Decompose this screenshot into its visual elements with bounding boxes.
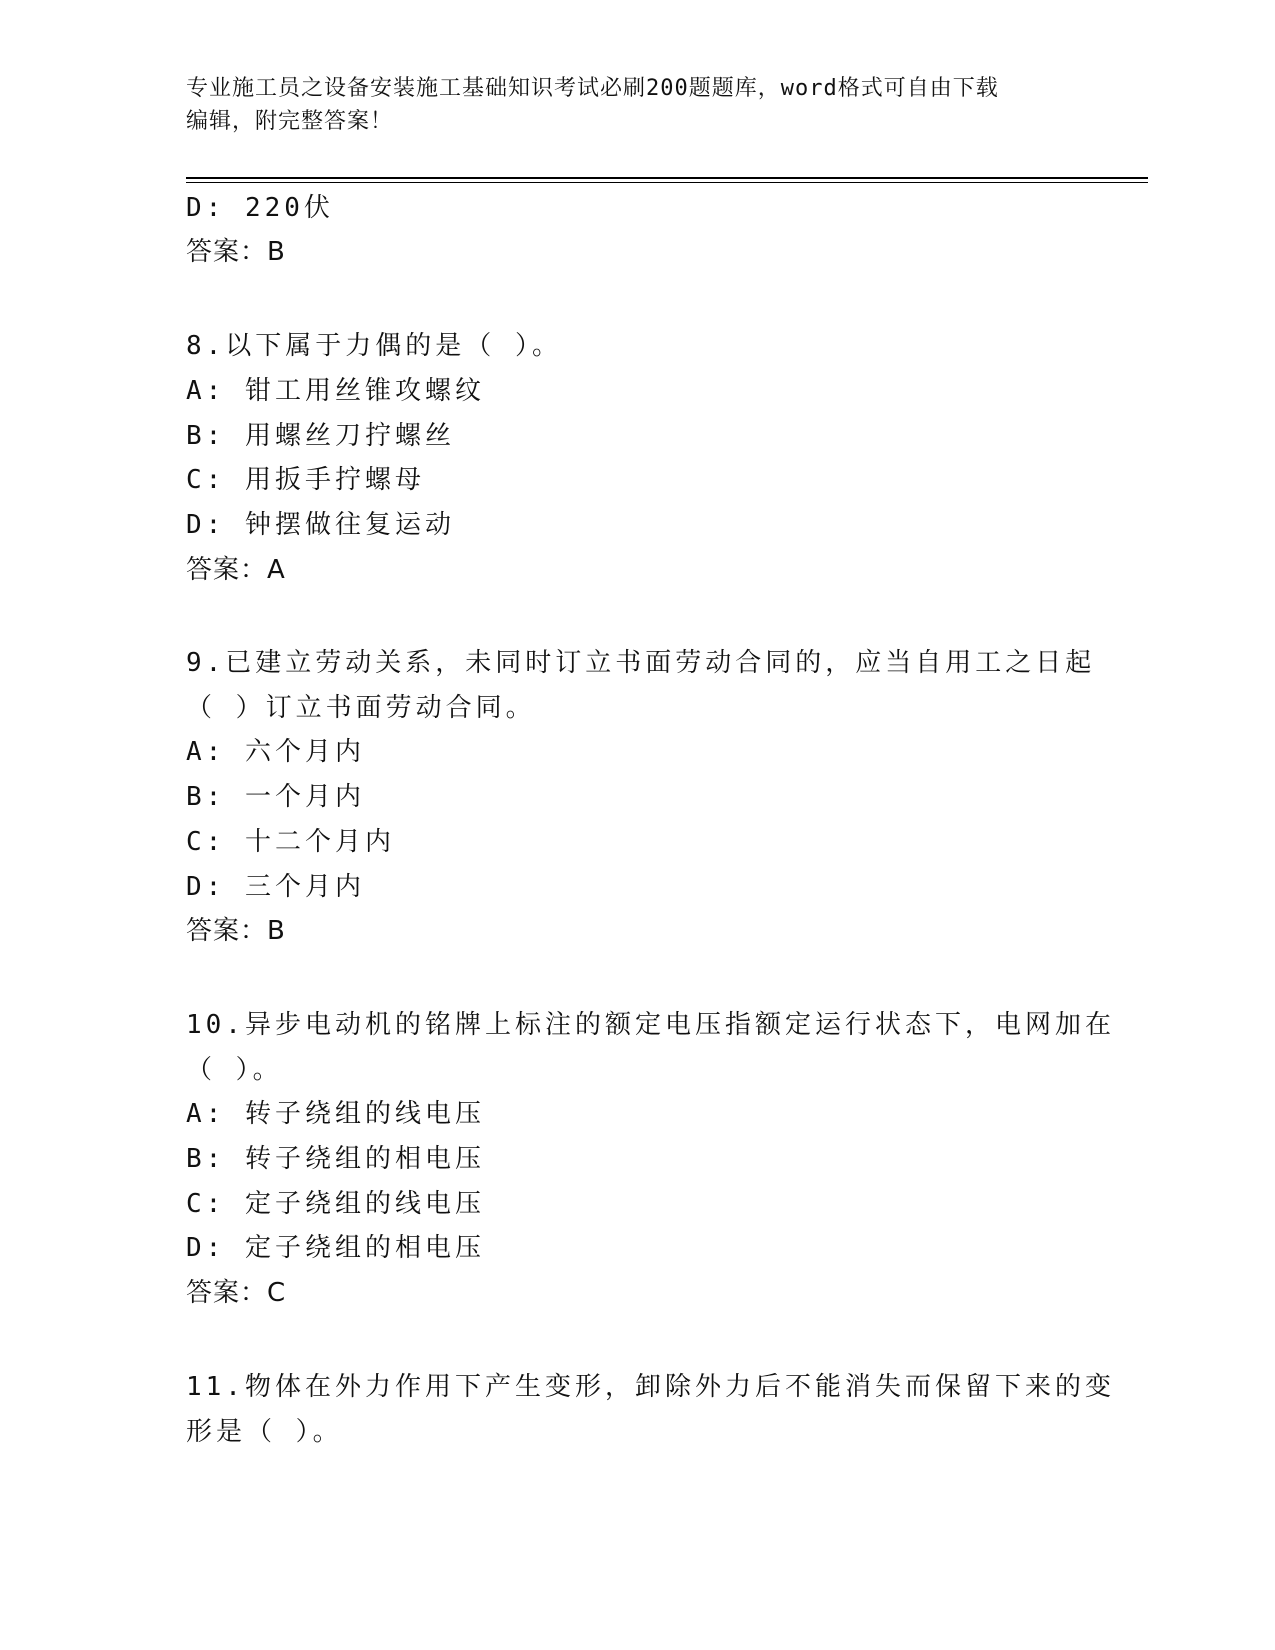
q9-question-line1: 9.已建立劳动关系，未同时订立书面劳动合同的，应当自用工之日起	[186, 648, 1096, 678]
header-divider-thin	[186, 182, 1148, 183]
q9-option-b: B: 一个月内	[186, 782, 365, 812]
q7-option-d: D: 220伏	[186, 193, 334, 223]
q8-option-d: D: 钟摆做往复运动	[186, 510, 455, 540]
q10-option-a: A: 转子绕组的线电压	[186, 1099, 485, 1129]
q9-question-line2: （ ）订立书面劳动合同。	[186, 693, 536, 723]
q10-option-b: B: 转子绕组的相电压	[186, 1144, 485, 1174]
q8-option-a: A: 钳工用丝锥攻螺纹	[186, 376, 485, 406]
q9-option-d: D: 三个月内	[186, 872, 365, 902]
q7-answer: 答案：B	[186, 237, 286, 267]
q10-answer: 答案：C	[186, 1278, 287, 1308]
header-title-line2: 编辑，附完整答案！	[186, 109, 394, 134]
q10-option-c: C: 定子绕组的线电压	[186, 1189, 485, 1219]
q10-question-line1: 10.异步电动机的铭牌上标注的额定电压指额定运行状态下，电网加在	[186, 1010, 1115, 1040]
header-title-line1: 专业施工员之设备安装施工基础知识考试必刷200题题库，word格式可自由下载	[186, 76, 999, 101]
header-divider-thick	[186, 177, 1148, 179]
q8-option-c: C: 用扳手拧螺母	[186, 465, 425, 495]
q9-answer: 答案：B	[186, 916, 286, 946]
q11-question-line2: 形是（ ）。	[186, 1417, 343, 1447]
q10-question-line2: （ ）。	[186, 1055, 283, 1085]
q8-option-b: B: 用螺丝刀拧螺丝	[186, 421, 455, 451]
q9-option-a: A: 六个月内	[186, 737, 365, 767]
q8-answer: 答案：A	[186, 555, 286, 585]
q11-question-line1: 11.物体在外力作用下产生变形，卸除外力后不能消失而保留下来的变	[186, 1372, 1115, 1402]
q10-option-d: D: 定子绕组的相电压	[186, 1233, 485, 1263]
document-header	[186, 72, 1086, 138]
q8-question: 8.以下属于力偶的是（ ）。	[186, 331, 562, 361]
q9-option-c: C: 十二个月内	[186, 827, 395, 857]
